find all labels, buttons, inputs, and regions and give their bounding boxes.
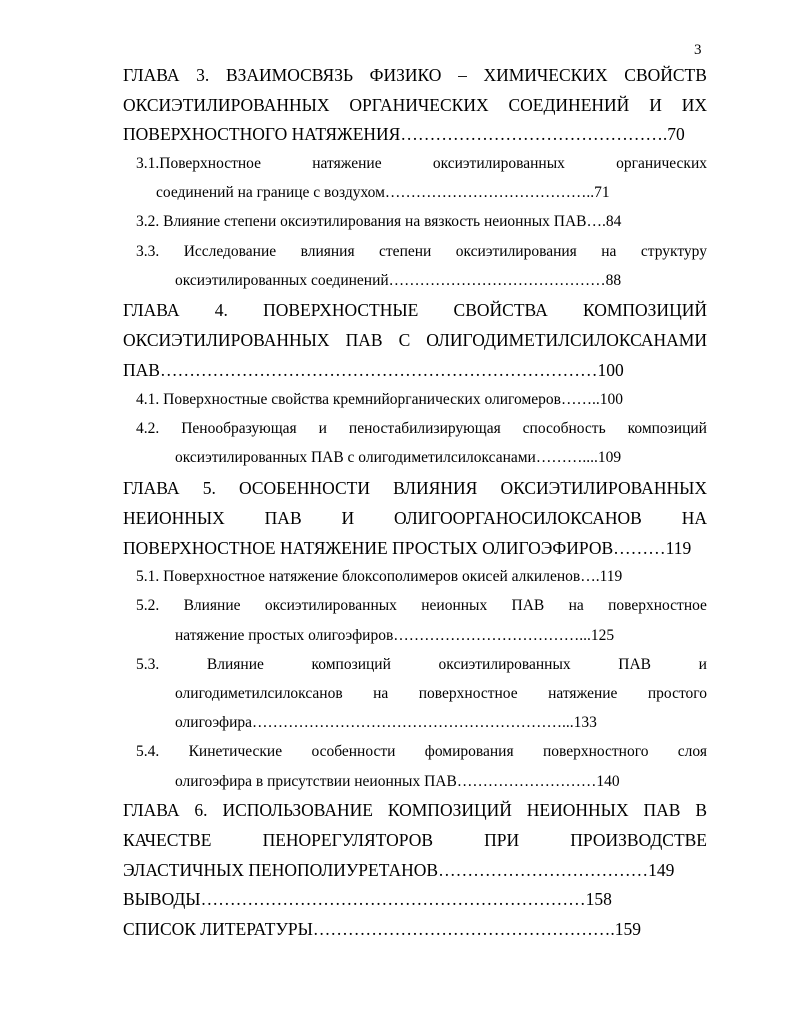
word: 4.2.: [136, 420, 160, 437]
word: ПАВ: [618, 656, 652, 673]
word: ПЕНОРЕГУЛЯТОРОВ: [262, 830, 434, 850]
word: влияния: [300, 243, 355, 260]
word: олигодиметилсилоксанов: [175, 685, 343, 702]
word: КОМПОЗИЦИЙ: [387, 800, 512, 820]
word: Исследование: [183, 243, 277, 260]
word: ПАВ: [643, 800, 681, 820]
word: ПРОИЗВОДСТВЕ: [570, 830, 707, 850]
word: ХИМИЧЕСКИХ: [483, 65, 608, 85]
word: ГЛАВА: [123, 65, 180, 85]
toc-section-3-1-line-1: [136, 156, 707, 172]
toc-section-4-1: 4.1. Поверхностные свойства кремнийорганических олигомеров……..100: [136, 391, 623, 408]
word: ИХ: [681, 95, 707, 115]
word: С: [398, 330, 411, 350]
word: на: [373, 685, 389, 702]
word: ПАВ: [345, 330, 383, 350]
word: НЕИОННЫХ: [123, 508, 225, 528]
toc-chapter-5-line-1: [123, 480, 707, 498]
word: НЕИОННЫХ: [526, 800, 629, 820]
toc-chapter-3-line-1: [123, 67, 707, 85]
word: И: [341, 508, 355, 528]
word: композиций: [627, 420, 707, 437]
word: КАЧЕСТВЕ: [123, 830, 212, 850]
word: ГЛАВА: [123, 478, 180, 498]
word: ОЛИГОДИМЕТИЛСИЛОКСАНАМИ: [426, 330, 707, 350]
word: способность: [522, 420, 606, 437]
word: неионных: [421, 597, 488, 614]
word: на: [601, 243, 617, 260]
word: особенности: [311, 743, 396, 760]
word: НА: [681, 508, 707, 528]
toc-section-3-3-line-2: оксиэтилированных соединений……………………………………88: [175, 272, 622, 289]
word: ОКСИЭТИЛИРОВАННЫХ: [123, 330, 330, 350]
toc-chapter-5-line-3: ПОВЕРХНОСТНОЕ НАТЯЖЕНИЕ ПРОСТЫХ ОЛИГОЭФИРОВ………119: [123, 538, 692, 558]
word: поверхностное: [418, 685, 518, 702]
word: фомирования: [424, 743, 514, 760]
toc-section-4-2-line-1: [136, 421, 707, 437]
toc-section-5-2-line-1: [136, 598, 707, 614]
word: оксиэтилированных: [438, 656, 571, 673]
word: 3.: [196, 65, 210, 85]
toc-references: СПИСОК ЛИТЕРАТУРЫ…………………………………………….159: [123, 919, 641, 939]
word: композиций: [311, 656, 391, 673]
toc-chapter-3-line-3: ПОВЕРХНОСТНОГО НАТЯЖЕНИЯ……………………………………….70: [123, 124, 685, 144]
toc-section-4-2-line-2: оксиэтилированных ПАВ с олигодиметилсилоксанами………....109: [175, 449, 622, 466]
word: на: [568, 597, 584, 614]
toc-chapter-6-line-2: [123, 832, 707, 850]
word: –: [458, 65, 467, 85]
word: 5.: [202, 478, 216, 498]
word: ВЛИЯНИЯ: [393, 478, 478, 498]
word: 5.4.: [136, 743, 160, 760]
word: ИСПОЛЬЗОВАНИЕ: [222, 800, 373, 820]
word: 4.: [214, 300, 228, 320]
toc-section-3-1-line-2: соединений на границе с воздухом…………………………………..71: [156, 184, 610, 201]
toc-section-5-3-line-1: [136, 657, 707, 673]
word: 6.: [194, 800, 208, 820]
word: ПАВ: [264, 508, 302, 528]
word: оксиэтилирования: [455, 243, 577, 260]
word: ОРГАНИЧЕСКИХ: [349, 95, 489, 115]
word: пеностабилизирующая: [348, 420, 501, 437]
word: структуру: [640, 243, 707, 260]
word: ПРИ: [484, 830, 520, 850]
word: СВОЙСТВ: [624, 65, 707, 85]
word: поверхностного: [542, 743, 649, 760]
word: ОЛИГООРГАНОСИЛОКСАНОВ: [394, 508, 642, 528]
word: 3.1.Поверхностное: [136, 155, 261, 172]
word: СВОЙСТВА: [453, 300, 548, 320]
toc-chapter-4-line-3: ПАВ…………………………………………………………………100: [123, 360, 624, 380]
word: ПОВЕРХНОСТНЫЕ: [263, 300, 419, 320]
word: ФИЗИКО: [369, 65, 442, 85]
toc-section-5-3-line-3: олигоэфира……………………………………………………...133: [175, 714, 597, 731]
toc-chapter-4-line-1: [123, 302, 707, 320]
toc-section-5-3-line-2: [175, 686, 707, 702]
word: натяжение: [548, 685, 618, 702]
word: ВЗАИМОСВЯЗЬ: [225, 65, 354, 85]
word: И: [649, 95, 662, 115]
word: ГЛАВА: [123, 300, 180, 320]
word: оксиэтилированных: [432, 155, 565, 172]
toc-section-5-4-line-1: [136, 744, 707, 760]
word: органических: [616, 155, 707, 172]
word: натяжение: [312, 155, 382, 172]
page-number: 3: [694, 42, 702, 58]
word: ОСОБЕННОСТИ: [238, 478, 370, 498]
word: и: [698, 656, 707, 673]
word: слоя: [677, 743, 707, 760]
toc-section-5-1: 5.1. Поверхностное натяжение блоксополимеров окисей алкиленов….119: [136, 568, 623, 585]
word: Влияние: [183, 597, 241, 614]
toc-chapter-5-line-2: [123, 510, 707, 528]
word: СОЕДИНЕНИЙ: [508, 95, 630, 115]
word: Влияние: [206, 656, 264, 673]
toc-section-5-4-line-2: олигоэфира в присутствии неионных ПАВ………………………140: [175, 773, 620, 790]
word: и: [318, 420, 327, 437]
word: ПАВ: [511, 597, 545, 614]
toc-chapter-6-line-3: ЭЛАСТИЧНЫХ ПЕНОПОЛИУРЕТАНОВ………………………………149: [123, 860, 675, 880]
word: ОКСИЭТИЛИРОВАННЫХ: [500, 478, 707, 498]
toc-section-5-2-line-2: натяжение простых олигоэфиров………………………………...125: [175, 627, 615, 644]
toc-section-3-3-line-1: [136, 244, 707, 260]
word: 5.3.: [136, 656, 160, 673]
toc-conclusions: ВЫВОДЫ…………………………………………………………158: [123, 889, 612, 909]
word: ГЛАВА: [123, 800, 180, 820]
word: 5.2.: [136, 597, 160, 614]
word: Кинетические: [188, 743, 283, 760]
toc-chapter-4-line-2: [123, 332, 707, 350]
word: ОКСИЭТИЛИРОВАННЫХ: [123, 95, 330, 115]
toc-section-3-2: 3.2. Влияние степени оксиэтилирования на вязкость неионных ПАВ….84: [136, 213, 622, 230]
toc-chapter-6-line-1: [123, 802, 707, 820]
word: простого: [647, 685, 707, 702]
word: оксиэтилированных: [264, 597, 397, 614]
toc-chapter-3-line-2: [123, 97, 707, 115]
word: степени: [379, 243, 432, 260]
word: 3.3.: [136, 243, 160, 260]
word: Пенообразующая: [181, 420, 297, 437]
word: В: [695, 800, 707, 820]
word: поверхностное: [608, 597, 707, 614]
word: КОМПОЗИЦИЙ: [582, 300, 707, 320]
